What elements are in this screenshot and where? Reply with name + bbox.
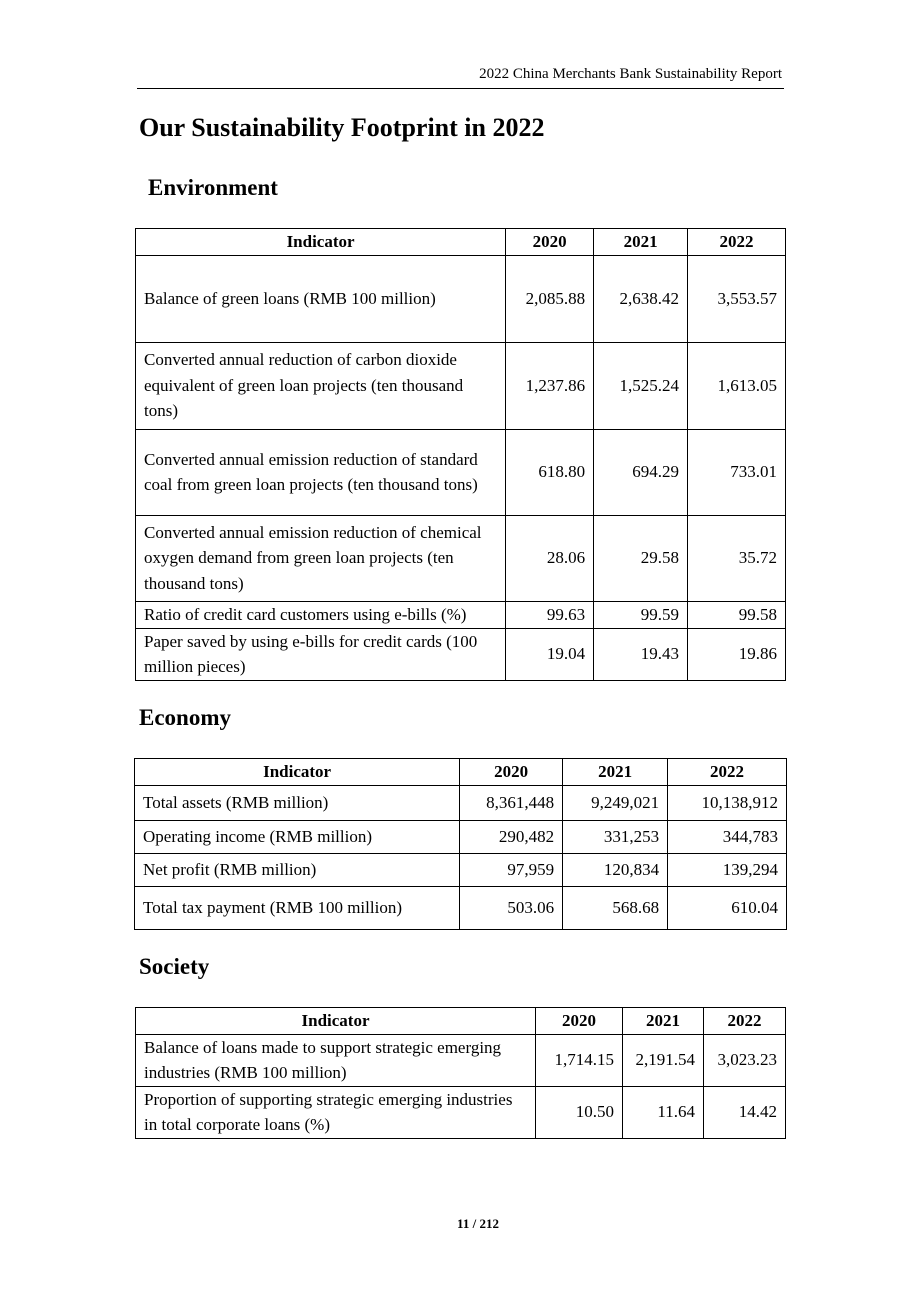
value-cell: 19.04 (506, 628, 594, 680)
table-row (136, 1034, 786, 1086)
page-title: Our Sustainability Footprint in 2022 (139, 113, 545, 142)
table-row (135, 785, 787, 820)
indicator-cell: Converted annual reduction of carbon dioxide equivalent of green loan projects (ten thousand tons) (136, 342, 506, 429)
table-row (135, 820, 787, 853)
value-cell: 120,834 (563, 853, 668, 886)
header-divider (137, 88, 784, 89)
economy-section-title: Economy (139, 705, 231, 730)
value-cell: 290,482 (460, 820, 563, 853)
value-cell: 29.58 (594, 515, 688, 601)
value-cell: 344,783 (668, 820, 787, 853)
table-row (135, 886, 787, 929)
value-cell: 568.68 (563, 886, 668, 929)
value-cell: 139,294 (668, 853, 787, 886)
value-cell: 99.63 (506, 601, 594, 628)
value-cell: 2,191.54 (623, 1034, 704, 1086)
column-header: 2021 (623, 1008, 704, 1035)
value-cell: 99.58 (688, 601, 786, 628)
society-table (135, 1007, 786, 1139)
indicator-cell: Total assets (RMB million) (135, 785, 460, 820)
value-cell: 3,553.57 (688, 255, 786, 342)
value-cell: 10,138,912 (668, 785, 787, 820)
page-number: 11 / 212 (457, 1216, 499, 1231)
indicator-cell: Ratio of credit card customers using e-bills (%) (136, 601, 506, 628)
indicator-cell: Balance of loans made to support strategic emerging industries (RMB 100 million) (136, 1034, 536, 1086)
value-cell: 14.42 (703, 1086, 785, 1138)
indicator-cell: Balance of green loans (RMB 100 million) (136, 255, 506, 342)
value-cell: 610.04 (668, 886, 787, 929)
environment-table (135, 228, 786, 681)
value-cell: 99.59 (594, 601, 688, 628)
value-cell: 503.06 (460, 886, 563, 929)
indicator-cell: Converted annual emission reduction of chemical oxygen demand from green loan projects (ten thousand tons) (136, 515, 506, 601)
column-header: 2020 (460, 759, 563, 786)
value-cell: 1,613.05 (688, 342, 786, 429)
value-cell: 618.80 (506, 429, 594, 515)
table-header-row (136, 1008, 786, 1035)
indicator-cell: Proportion of supporting strategic emerging industries in total corporate loans (%) (136, 1086, 536, 1138)
value-cell: 1,714.15 (536, 1034, 623, 1086)
value-cell: 331,253 (563, 820, 668, 853)
table-row (136, 515, 786, 601)
column-header: Indicator (135, 759, 460, 786)
column-header: 2020 (536, 1008, 623, 1035)
value-cell: 19.43 (594, 628, 688, 680)
value-cell: 11.64 (623, 1086, 704, 1138)
value-cell: 8,361,448 (460, 785, 563, 820)
value-cell: 2,085.88 (506, 255, 594, 342)
table-header-row (136, 229, 786, 256)
table-header-row (135, 759, 787, 786)
indicator-cell: Converted annual emission reduction of standard coal from green loan projects (ten thousand tons) (136, 429, 506, 515)
column-header: 2020 (506, 229, 594, 256)
table-row (136, 1086, 786, 1138)
table-row (136, 628, 786, 680)
indicator-cell: Total tax payment (RMB 100 million) (135, 886, 460, 929)
value-cell: 28.06 (506, 515, 594, 601)
value-cell: 3,023.23 (703, 1034, 785, 1086)
economy-table (134, 758, 787, 930)
running-header: 2022 China Merchants Bank Sustainability Report (479, 66, 782, 82)
value-cell: 1,525.24 (594, 342, 688, 429)
column-header: 2022 (668, 759, 787, 786)
column-header: Indicator (136, 229, 506, 256)
value-cell: 1,237.86 (506, 342, 594, 429)
column-header: Indicator (136, 1008, 536, 1035)
column-header: 2022 (688, 229, 786, 256)
value-cell: 694.29 (594, 429, 688, 515)
value-cell: 10.50 (536, 1086, 623, 1138)
value-cell: 97,959 (460, 853, 563, 886)
value-cell: 35.72 (688, 515, 786, 601)
environment-section-title: Environment (148, 175, 278, 200)
value-cell: 733.01 (688, 429, 786, 515)
table-row (136, 255, 786, 342)
indicator-cell: Net profit (RMB million) (135, 853, 460, 886)
column-header: 2021 (594, 229, 688, 256)
society-section-title: Society (139, 954, 210, 979)
table-row (136, 601, 786, 628)
value-cell: 9,249,021 (563, 785, 668, 820)
indicator-cell: Paper saved by using e-bills for credit cards (100 million pieces) (136, 628, 506, 680)
column-header: 2022 (703, 1008, 785, 1035)
table-row (136, 429, 786, 515)
value-cell: 19.86 (688, 628, 786, 680)
table-row (136, 342, 786, 429)
value-cell: 2,638.42 (594, 255, 688, 342)
column-header: 2021 (563, 759, 668, 786)
table-row (135, 853, 787, 886)
indicator-cell: Operating income (RMB million) (135, 820, 460, 853)
